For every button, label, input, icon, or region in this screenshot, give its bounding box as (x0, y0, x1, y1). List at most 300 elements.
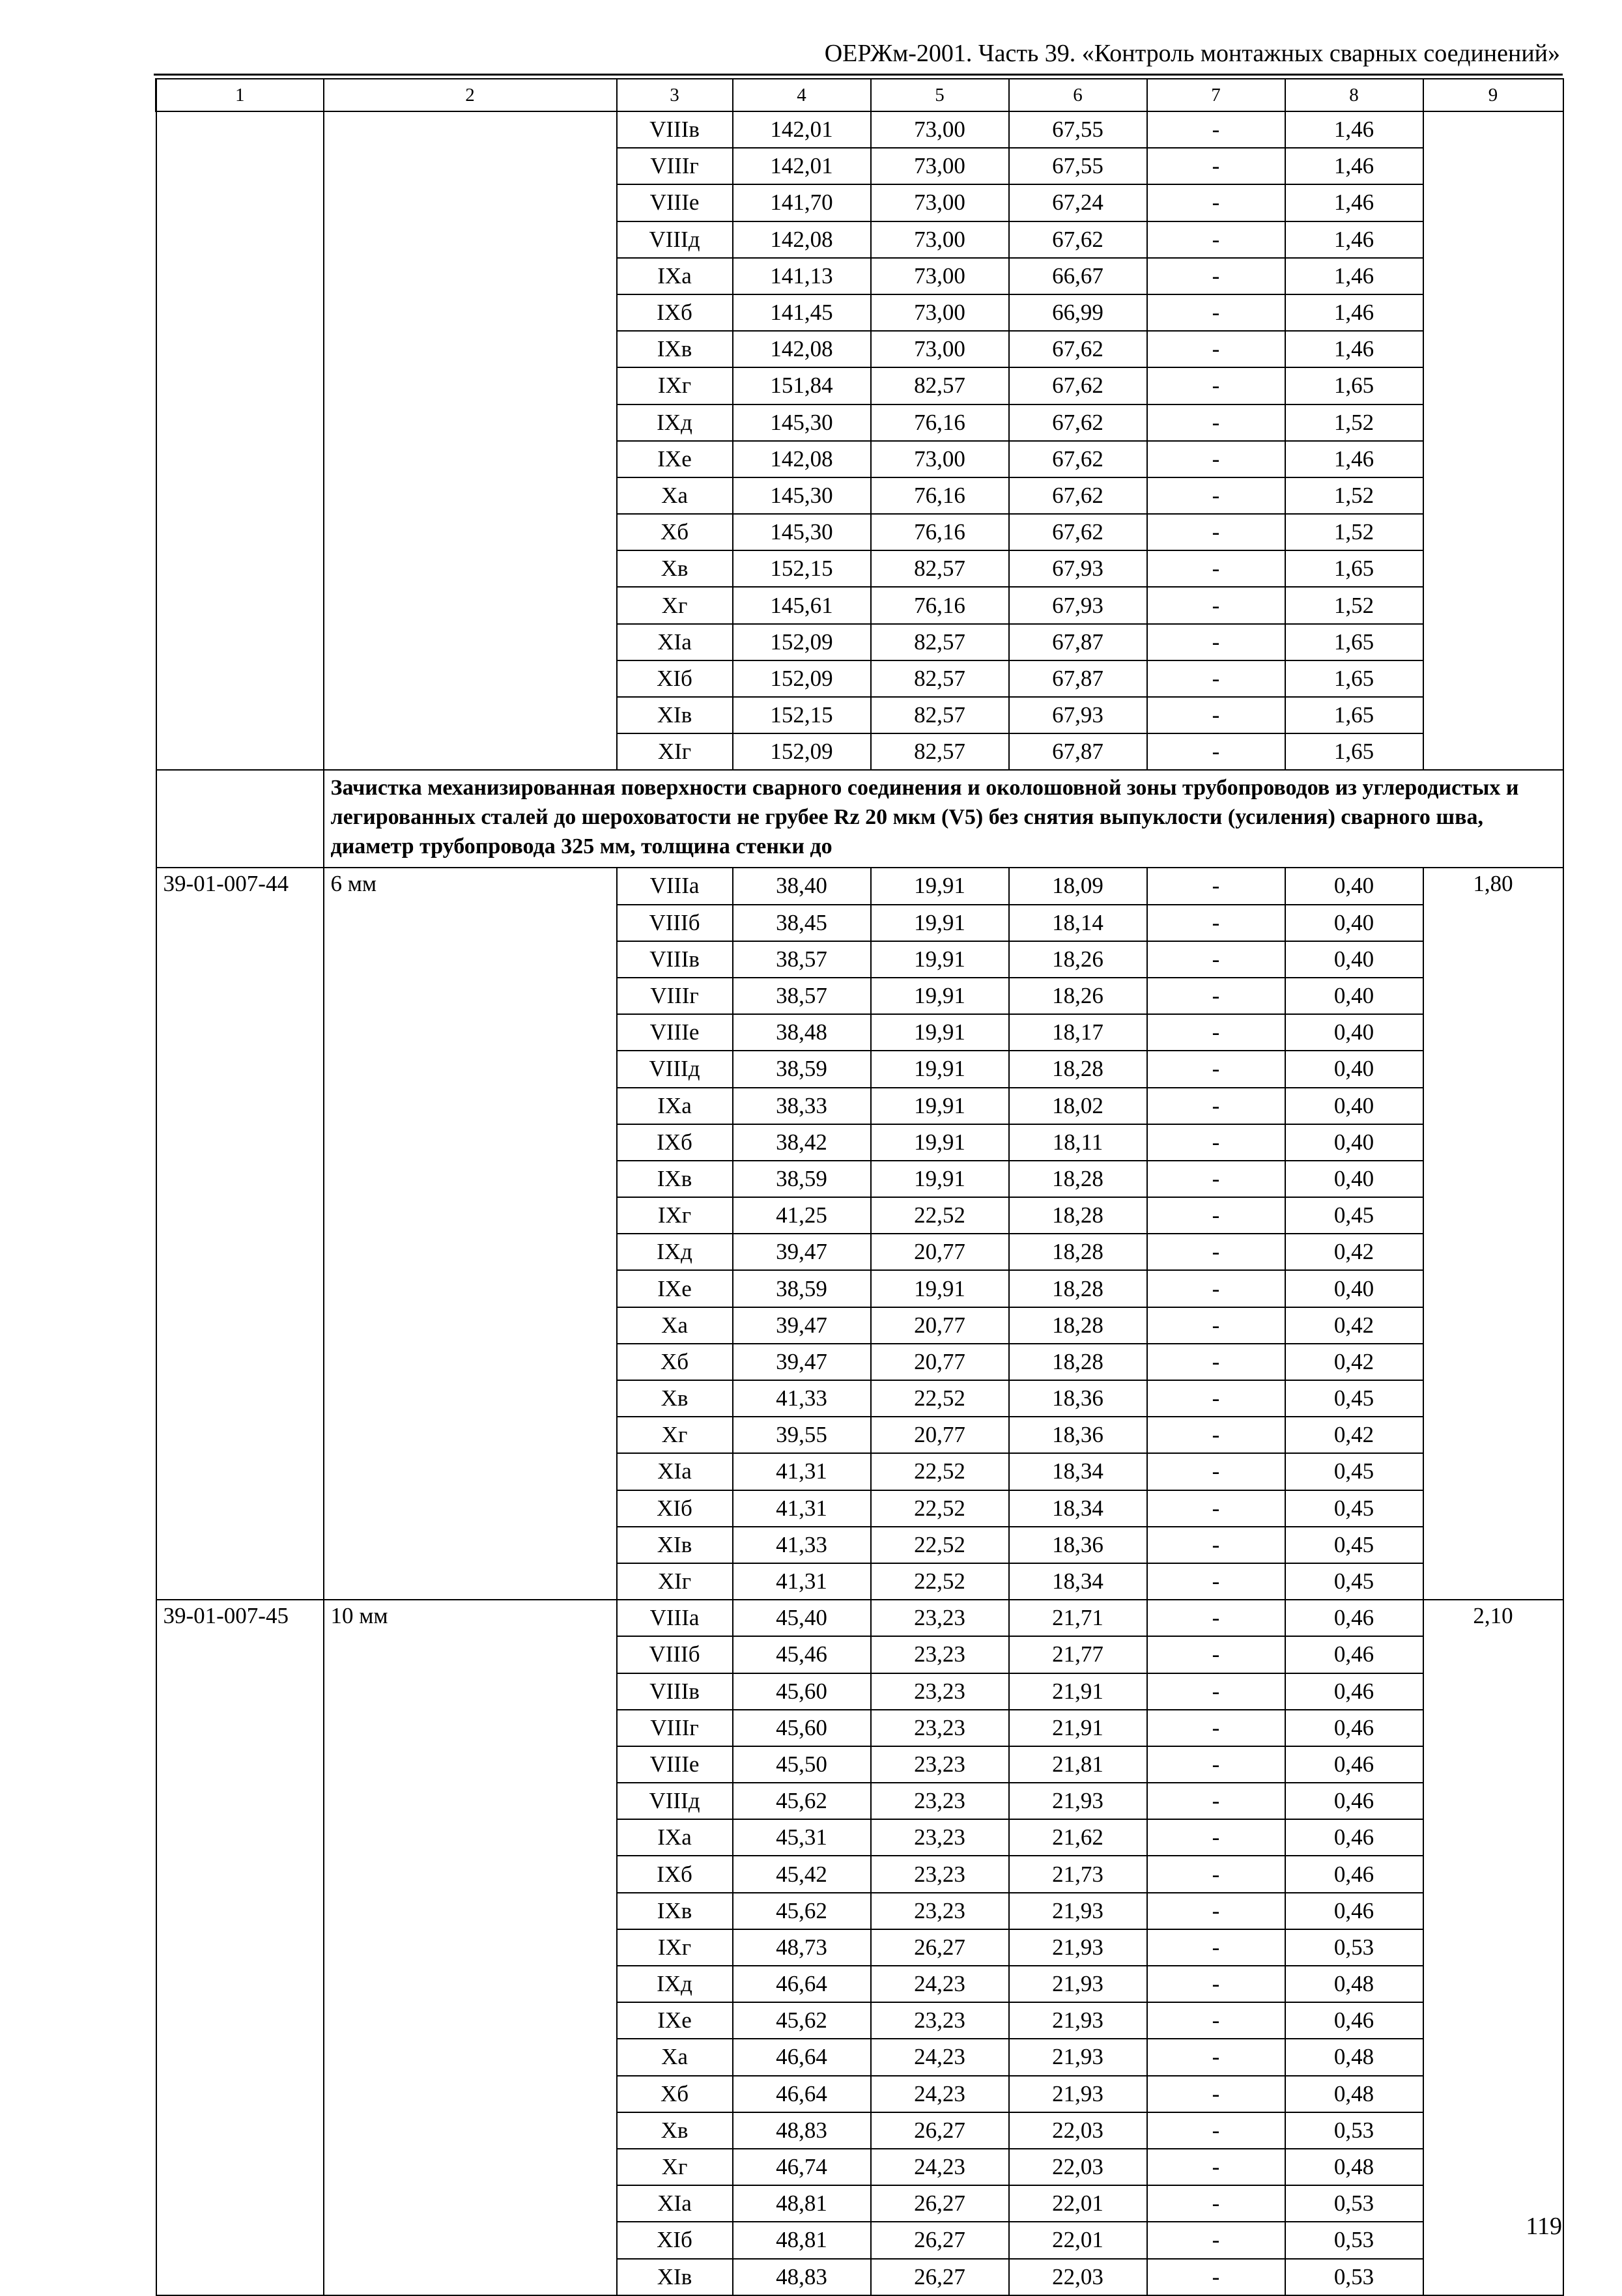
labor-wages-cell: 20,77 (871, 1344, 1009, 1380)
direct-costs-cell: 48,81 (733, 2222, 871, 2258)
labor-wages-cell: 82,57 (871, 367, 1009, 404)
resource-class-cell: IXб (617, 1124, 733, 1161)
machine-costs-cell: 18,28 (1009, 1307, 1147, 1344)
materials-cell: - (1147, 1636, 1285, 1673)
materials-cell: - (1147, 2112, 1285, 2149)
materials-cell: - (1147, 294, 1285, 331)
machinist-hours-cell: 1,80 (1423, 868, 1563, 1600)
materials-cell: - (1147, 733, 1285, 770)
labor-hours-cell: 0,45 (1285, 1527, 1423, 1563)
direct-costs-cell: 142,01 (733, 111, 871, 148)
labor-hours-cell: 0,46 (1285, 1636, 1423, 1673)
labor-hours-cell: 0,45 (1285, 1490, 1423, 1527)
labor-wages-cell: 19,91 (871, 1051, 1009, 1087)
resource-class-cell: XIв (617, 2259, 733, 2295)
page-number: 119 (1526, 2213, 1562, 2240)
direct-costs-cell: 145,30 (733, 404, 871, 441)
machine-costs-cell: 66,67 (1009, 258, 1147, 294)
machine-costs-cell: 67,62 (1009, 221, 1147, 258)
direct-costs-cell: 38,42 (733, 1124, 871, 1161)
direct-costs-cell: 38,45 (733, 905, 871, 941)
labor-wages-cell: 24,23 (871, 1966, 1009, 2002)
labor-wages-cell: 19,91 (871, 1124, 1009, 1161)
resource-class-cell: IXа (617, 258, 733, 294)
resource-class-cell: IXг (617, 1197, 733, 1234)
labor-hours-cell: 1,65 (1285, 733, 1423, 770)
direct-costs-cell: 152,15 (733, 550, 871, 587)
machine-costs-cell: 18,02 (1009, 1088, 1147, 1124)
resource-class-cell: Xа (617, 477, 733, 514)
materials-cell: - (1147, 514, 1285, 550)
labor-wages-cell: 19,91 (871, 1161, 1009, 1197)
labor-hours-cell: 0,40 (1285, 978, 1423, 1014)
materials-cell: - (1147, 1710, 1285, 1746)
direct-costs-cell: 38,48 (733, 1014, 871, 1051)
direct-costs-cell: 141,70 (733, 184, 871, 221)
labor-wages-cell: 19,91 (871, 1014, 1009, 1051)
norms-table (155, 78, 1564, 2296)
materials-cell: - (1147, 1746, 1285, 1783)
labor-wages-cell: 23,23 (871, 1819, 1009, 1856)
direct-costs-cell: 152,09 (733, 660, 871, 697)
labor-hours-cell: 0,40 (1285, 868, 1423, 904)
labor-wages-cell: 20,77 (871, 1417, 1009, 1453)
direct-costs-cell: 41,33 (733, 1380, 871, 1417)
labor-hours-cell: 1,46 (1285, 148, 1423, 184)
resource-class-cell: XIв (617, 697, 733, 733)
machine-costs-cell: 18,28 (1009, 1344, 1147, 1380)
labor-wages-cell: 20,77 (871, 1234, 1009, 1270)
direct-costs-cell: 45,62 (733, 1783, 871, 1819)
table-row (156, 1600, 1563, 1636)
direct-costs-cell: 45,60 (733, 1710, 871, 1746)
labor-wages-cell: 76,16 (871, 514, 1009, 550)
labor-wages-cell: 73,00 (871, 148, 1009, 184)
direct-costs-cell: 38,57 (733, 978, 871, 1014)
resource-class-cell: IXд (617, 1966, 733, 2002)
direct-costs-cell: 142,01 (733, 148, 871, 184)
materials-cell: - (1147, 221, 1285, 258)
direct-costs-cell: 145,61 (733, 587, 871, 623)
direct-costs-cell: 38,59 (733, 1270, 871, 1307)
direct-costs-cell: 152,09 (733, 624, 871, 660)
labor-wages-cell: 23,23 (871, 1600, 1009, 1636)
labor-wages-cell: 24,23 (871, 2149, 1009, 2185)
resource-class-cell: IXд (617, 404, 733, 441)
machine-costs-cell: 18,14 (1009, 905, 1147, 941)
direct-costs-cell: 45,62 (733, 2002, 871, 2039)
resource-class-cell: Xб (617, 514, 733, 550)
labor-wages-cell: 19,91 (871, 1270, 1009, 1307)
materials-cell: - (1147, 1856, 1285, 1892)
direct-costs-cell: 39,47 (733, 1234, 871, 1270)
norm-code-cell (156, 111, 324, 770)
resource-class-cell: Xб (617, 1344, 733, 1380)
direct-costs-cell: 39,55 (733, 1417, 871, 1453)
direct-costs-cell: 45,62 (733, 1893, 871, 1929)
column-number: 4 (733, 79, 871, 111)
labor-hours-cell: 0,48 (1285, 2149, 1423, 2185)
labor-wages-cell: 82,57 (871, 733, 1009, 770)
resource-class-cell: VIIIе (617, 1746, 733, 1783)
machine-costs-cell: 67,93 (1009, 697, 1147, 733)
direct-costs-cell: 145,30 (733, 514, 871, 550)
direct-costs-cell: 141,13 (733, 258, 871, 294)
labor-hours-cell: 0,45 (1285, 1563, 1423, 1600)
machine-costs-cell: 18,34 (1009, 1563, 1147, 1600)
labor-hours-cell: 0,48 (1285, 2076, 1423, 2112)
labor-wages-cell: 73,00 (871, 184, 1009, 221)
direct-costs-cell: 48,73 (733, 1929, 871, 1966)
machine-costs-cell: 67,62 (1009, 441, 1147, 477)
section-title: Зачистка механизированная поверхности сварного соединения и околошовной зоны трубопроводов из углеродистых и легированных сталей до шероховатости не грубее Rz 20 мкм (V5) без снятия выпуклости (усиления) сварного шва, диаметр трубопровода 325 мм, толщина стенки до (324, 770, 1563, 868)
materials-cell: - (1147, 1453, 1285, 1490)
resource-class-cell: XIа (617, 2185, 733, 2222)
column-number: 8 (1285, 79, 1423, 111)
machine-costs-cell: 22,03 (1009, 2259, 1147, 2295)
direct-costs-cell: 41,33 (733, 1527, 871, 1563)
materials-cell: - (1147, 111, 1285, 148)
resource-class-cell: Xв (617, 1380, 733, 1417)
section-empty-cell (156, 770, 324, 868)
labor-wages-cell: 26,27 (871, 2185, 1009, 2222)
materials-cell: - (1147, 1161, 1285, 1197)
resource-class-cell: VIIIб (617, 1636, 733, 1673)
direct-costs-cell: 48,81 (733, 2185, 871, 2222)
direct-costs-cell: 46,74 (733, 2149, 871, 2185)
resource-class-cell: XIг (617, 1563, 733, 1600)
labor-wages-cell: 26,27 (871, 2222, 1009, 2258)
column-number: 3 (617, 79, 733, 111)
direct-costs-cell: 48,83 (733, 2259, 871, 2295)
norm-code-cell: 39-01-007-44 (156, 868, 324, 1600)
machine-costs-cell: 22,01 (1009, 2185, 1147, 2222)
resource-class-cell: XIв (617, 1527, 733, 1563)
labor-hours-cell: 0,46 (1285, 1746, 1423, 1783)
labor-hours-cell: 1,52 (1285, 477, 1423, 514)
materials-cell: - (1147, 1344, 1285, 1380)
materials-cell: - (1147, 1783, 1285, 1819)
direct-costs-cell: 152,15 (733, 697, 871, 733)
direct-costs-cell: 46,64 (733, 2076, 871, 2112)
table-body (156, 79, 1563, 2295)
labor-wages-cell: 23,23 (871, 1636, 1009, 1673)
labor-wages-cell: 26,27 (871, 2259, 1009, 2295)
labor-hours-cell: 0,53 (1285, 2259, 1423, 2295)
resource-class-cell: Xг (617, 1417, 733, 1453)
direct-costs-cell: 45,31 (733, 1819, 871, 1856)
machine-costs-cell: 21,73 (1009, 1856, 1147, 1892)
direct-costs-cell: 142,08 (733, 331, 871, 367)
machine-costs-cell: 67,93 (1009, 550, 1147, 587)
labor-hours-cell: 0,40 (1285, 1014, 1423, 1051)
direct-costs-cell: 38,59 (733, 1161, 871, 1197)
labor-hours-cell: 0,48 (1285, 1966, 1423, 2002)
machine-costs-cell: 21,93 (1009, 1893, 1147, 1929)
labor-hours-cell: 0,53 (1285, 2222, 1423, 2258)
labor-hours-cell: 0,46 (1285, 1600, 1423, 1636)
labor-wages-cell: 19,91 (871, 905, 1009, 941)
materials-cell: - (1147, 1490, 1285, 1527)
labor-wages-cell: 82,57 (871, 697, 1009, 733)
resource-class-cell: IXг (617, 1929, 733, 1966)
direct-costs-cell: 45,42 (733, 1856, 871, 1892)
materials-cell: - (1147, 2222, 1285, 2258)
machine-costs-cell: 67,62 (1009, 514, 1147, 550)
direct-costs-cell: 41,31 (733, 1490, 871, 1527)
labor-hours-cell: 1,46 (1285, 111, 1423, 148)
resource-class-cell: VIIIв (617, 1673, 733, 1710)
machine-costs-cell: 21,71 (1009, 1600, 1147, 1636)
materials-cell: - (1147, 1673, 1285, 1710)
labor-hours-cell: 1,65 (1285, 697, 1423, 733)
labor-wages-cell: 26,27 (871, 1929, 1009, 1966)
materials-cell: - (1147, 1527, 1285, 1563)
labor-hours-cell: 0,46 (1285, 2002, 1423, 2039)
resource-class-cell: IXб (617, 294, 733, 331)
labor-wages-cell: 23,23 (871, 1893, 1009, 1929)
direct-costs-cell: 141,45 (733, 294, 871, 331)
materials-cell: - (1147, 1380, 1285, 1417)
resource-class-cell: VIIIд (617, 1783, 733, 1819)
resource-class-cell: VIIIв (617, 111, 733, 148)
machine-costs-cell: 18,36 (1009, 1417, 1147, 1453)
machine-costs-cell: 67,87 (1009, 624, 1147, 660)
machine-costs-cell: 18,17 (1009, 1014, 1147, 1051)
materials-cell: - (1147, 1929, 1285, 1966)
header-rule (154, 74, 1563, 76)
machine-costs-cell: 21,93 (1009, 1929, 1147, 1966)
machine-costs-cell: 18,26 (1009, 941, 1147, 978)
materials-cell: - (1147, 2259, 1285, 2295)
labor-wages-cell: 22,52 (871, 1197, 1009, 1234)
labor-wages-cell: 73,00 (871, 111, 1009, 148)
materials-cell: - (1147, 2149, 1285, 2185)
labor-hours-cell: 1,52 (1285, 587, 1423, 623)
machine-costs-cell: 21,93 (1009, 2076, 1147, 2112)
norm-name-cell: 10 мм (324, 1600, 617, 2295)
direct-costs-cell: 39,47 (733, 1307, 871, 1344)
labor-wages-cell: 23,23 (871, 1783, 1009, 1819)
machine-costs-cell: 21,93 (1009, 2002, 1147, 2039)
resource-class-cell: IXб (617, 1856, 733, 1892)
machine-costs-cell: 18,11 (1009, 1124, 1147, 1161)
labor-wages-cell: 22,52 (871, 1453, 1009, 1490)
materials-cell: - (1147, 1819, 1285, 1856)
direct-costs-cell: 45,46 (733, 1636, 871, 1673)
labor-wages-cell: 22,52 (871, 1490, 1009, 1527)
table-row (156, 111, 1563, 148)
labor-hours-cell: 0,53 (1285, 2185, 1423, 2222)
norm-code-cell: 39-01-007-45 (156, 1600, 324, 2295)
resource-class-cell: IXд (617, 1234, 733, 1270)
machine-costs-cell: 67,55 (1009, 148, 1147, 184)
labor-wages-cell: 26,27 (871, 2112, 1009, 2149)
machine-costs-cell: 67,62 (1009, 367, 1147, 404)
section-row (156, 770, 1563, 868)
labor-hours-cell: 1,46 (1285, 441, 1423, 477)
machine-costs-cell: 18,28 (1009, 1234, 1147, 1270)
labor-hours-cell: 0,40 (1285, 1270, 1423, 1307)
machine-costs-cell: 18,34 (1009, 1453, 1147, 1490)
labor-wages-cell: 20,77 (871, 1307, 1009, 1344)
materials-cell: - (1147, 258, 1285, 294)
materials-cell: - (1147, 1417, 1285, 1453)
machinist-hours-cell (1423, 111, 1563, 770)
machine-costs-cell: 18,28 (1009, 1051, 1147, 1087)
machine-costs-cell: 18,28 (1009, 1161, 1147, 1197)
resource-class-cell: VIIIе (617, 1014, 733, 1051)
machine-costs-cell: 66,99 (1009, 294, 1147, 331)
column-number: 5 (871, 79, 1009, 111)
machine-costs-cell: 21,93 (1009, 1966, 1147, 2002)
resource-class-cell: VIIIб (617, 905, 733, 941)
labor-wages-cell: 76,16 (871, 404, 1009, 441)
materials-cell: - (1147, 868, 1285, 904)
machine-costs-cell: 21,81 (1009, 1746, 1147, 1783)
labor-wages-cell: 82,57 (871, 660, 1009, 697)
column-number: 9 (1423, 79, 1563, 111)
labor-hours-cell: 0,42 (1285, 1417, 1423, 1453)
labor-wages-cell: 19,91 (871, 941, 1009, 978)
materials-cell: - (1147, 184, 1285, 221)
labor-hours-cell: 1,52 (1285, 514, 1423, 550)
direct-costs-cell: 38,40 (733, 868, 871, 904)
direct-costs-cell: 46,64 (733, 1966, 871, 2002)
labor-hours-cell: 1,46 (1285, 294, 1423, 331)
machine-costs-cell: 22,03 (1009, 2149, 1147, 2185)
direct-costs-cell: 45,50 (733, 1746, 871, 1783)
labor-hours-cell: 0,53 (1285, 1929, 1423, 1966)
labor-hours-cell: 0,42 (1285, 1234, 1423, 1270)
labor-hours-cell: 0,42 (1285, 1307, 1423, 1344)
labor-hours-cell: 0,46 (1285, 1673, 1423, 1710)
labor-wages-cell: 23,23 (871, 1673, 1009, 1710)
machine-costs-cell: 21,91 (1009, 1673, 1147, 1710)
materials-cell: - (1147, 587, 1285, 623)
labor-wages-cell: 23,23 (871, 1856, 1009, 1892)
labor-wages-cell: 23,23 (871, 1746, 1009, 1783)
labor-wages-cell: 23,23 (871, 1710, 1009, 1746)
materials-cell: - (1147, 148, 1285, 184)
direct-costs-cell: 38,33 (733, 1088, 871, 1124)
labor-wages-cell: 22,52 (871, 1380, 1009, 1417)
materials-cell: - (1147, 2002, 1285, 2039)
labor-wages-cell: 76,16 (871, 477, 1009, 514)
materials-cell: - (1147, 1966, 1285, 2002)
resource-class-cell: VIIIа (617, 868, 733, 904)
labor-hours-cell: 1,46 (1285, 258, 1423, 294)
materials-cell: - (1147, 1563, 1285, 1600)
direct-costs-cell: 142,08 (733, 221, 871, 258)
labor-hours-cell: 1,65 (1285, 550, 1423, 587)
materials-cell: - (1147, 2185, 1285, 2222)
document-header: ОЕРЖм-2001. Часть 39. «Контроль монтажных сварных соединений» (824, 40, 1560, 67)
resource-class-cell: VIIIд (617, 221, 733, 258)
labor-wages-cell: 22,52 (871, 1527, 1009, 1563)
materials-cell: - (1147, 905, 1285, 941)
direct-costs-cell: 46,64 (733, 2039, 871, 2075)
materials-cell: - (1147, 2039, 1285, 2075)
resource-class-cell: Xа (617, 1307, 733, 1344)
materials-cell: - (1147, 624, 1285, 660)
resource-class-cell: Xв (617, 550, 733, 587)
machine-costs-cell: 21,77 (1009, 1636, 1147, 1673)
labor-hours-cell: 1,65 (1285, 367, 1423, 404)
resource-class-cell: Xг (617, 587, 733, 623)
direct-costs-cell: 41,25 (733, 1197, 871, 1234)
resource-class-cell: Xв (617, 2112, 733, 2149)
machine-costs-cell: 21,93 (1009, 2039, 1147, 2075)
materials-cell: - (1147, 2076, 1285, 2112)
machine-costs-cell: 18,34 (1009, 1490, 1147, 1527)
labor-wages-cell: 22,52 (871, 1563, 1009, 1600)
materials-cell: - (1147, 1051, 1285, 1087)
materials-cell: - (1147, 441, 1285, 477)
norm-name-cell (324, 111, 617, 770)
resource-class-cell: XIа (617, 1453, 733, 1490)
labor-hours-cell: 0,40 (1285, 1124, 1423, 1161)
norm-name-cell: 6 мм (324, 868, 617, 1600)
machine-costs-cell: 67,24 (1009, 184, 1147, 221)
labor-wages-cell: 24,23 (871, 2039, 1009, 2075)
table-row (156, 868, 1563, 904)
materials-cell: - (1147, 550, 1285, 587)
labor-wages-cell: 73,00 (871, 294, 1009, 331)
machine-costs-cell: 21,91 (1009, 1710, 1147, 1746)
materials-cell: - (1147, 1600, 1285, 1636)
direct-costs-cell: 38,59 (733, 1051, 871, 1087)
materials-cell: - (1147, 477, 1285, 514)
machine-costs-cell: 18,36 (1009, 1527, 1147, 1563)
materials-cell: - (1147, 1088, 1285, 1124)
resource-class-cell: IXе (617, 1270, 733, 1307)
materials-cell: - (1147, 660, 1285, 697)
machine-costs-cell: 18,28 (1009, 1270, 1147, 1307)
labor-hours-cell: 0,46 (1285, 1783, 1423, 1819)
labor-hours-cell: 0,46 (1285, 1856, 1423, 1892)
labor-hours-cell: 0,45 (1285, 1453, 1423, 1490)
labor-wages-cell: 73,00 (871, 258, 1009, 294)
materials-cell: - (1147, 1893, 1285, 1929)
labor-wages-cell: 76,16 (871, 587, 1009, 623)
machine-costs-cell: 21,93 (1009, 1783, 1147, 1819)
machine-costs-cell: 18,09 (1009, 868, 1147, 904)
labor-hours-cell: 0,40 (1285, 1051, 1423, 1087)
materials-cell: - (1147, 978, 1285, 1014)
direct-costs-cell: 151,84 (733, 367, 871, 404)
resource-class-cell: Xг (617, 2149, 733, 2185)
resource-class-cell: VIIIе (617, 184, 733, 221)
materials-cell: - (1147, 404, 1285, 441)
column-numbers-row (156, 79, 1563, 111)
machine-costs-cell: 67,62 (1009, 331, 1147, 367)
machine-costs-cell: 22,03 (1009, 2112, 1147, 2149)
machine-costs-cell: 67,87 (1009, 660, 1147, 697)
machine-costs-cell: 67,55 (1009, 111, 1147, 148)
labor-wages-cell: 82,57 (871, 550, 1009, 587)
resource-class-cell: VIIIг (617, 978, 733, 1014)
materials-cell: - (1147, 1197, 1285, 1234)
labor-hours-cell: 1,46 (1285, 221, 1423, 258)
labor-wages-cell: 73,00 (871, 331, 1009, 367)
machine-costs-cell: 67,93 (1009, 587, 1147, 623)
labor-hours-cell: 1,46 (1285, 184, 1423, 221)
machine-costs-cell: 21,62 (1009, 1819, 1147, 1856)
resource-class-cell: XIг (617, 733, 733, 770)
resource-class-cell: XIб (617, 660, 733, 697)
machinist-hours-cell: 2,10 (1423, 1600, 1563, 2295)
